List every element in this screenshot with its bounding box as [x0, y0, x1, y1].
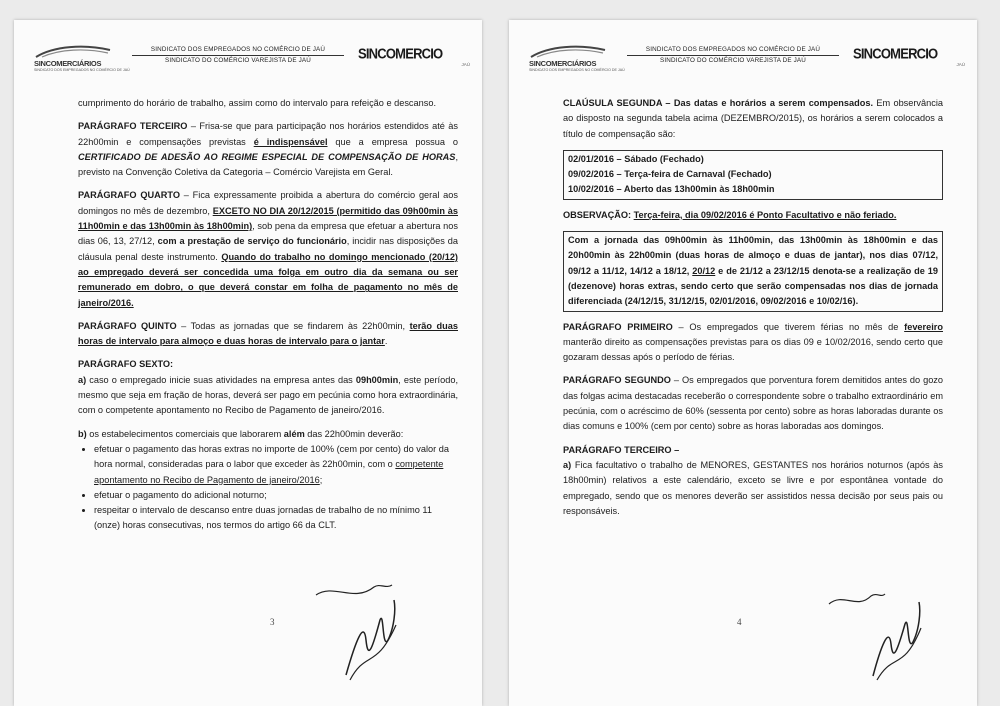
date-row: 09/02/2016 – Terça-feira de Carnaval (Fechado)	[568, 169, 772, 180]
swoosh-logo-icon	[529, 44, 607, 58]
paragrafo-primeiro-label: PARÁGRAFO PRIMEIRO	[563, 321, 673, 332]
clausula-segunda: CLAÚSULA SEGUNDA – Das datas e horários a serem compensados. Em observância ao disposto na segunda tabela acima (DEZEMBRO/2015), os horários a serem colocados a título de compensação são:	[563, 98, 943, 139]
item-b-bullets	[78, 442, 458, 534]
paragrafo-quinto-label: PARÁGRAFO QUINTO	[78, 320, 177, 331]
observacao-label: OBSERVAÇÃO:	[563, 209, 632, 220]
paragrafo-segundo-label: PARÁGRAFO SEGUNDO	[563, 375, 671, 386]
header-line-2: SINDICATO DO COMÉRCIO VAREJISTA DE JAÚ	[660, 57, 806, 64]
paragrafo-terceiro: PARÁGRAFO TERCEIRO – Frisa-se que para participação nos horários estendidos até às 22h00min e compensações previstas é indispensável que a empresa possua o CERTIFICADO DE ADESÃO AO REGIME ESPECIAL DE COMPENSAÇÃO DE HORAS, previsto na Convenção Coletiva da Categoria – Comércio Varejista em Geral.	[78, 121, 459, 178]
paragrafo-sexto-label: PARÁGRAFO SEXTO:	[78, 359, 174, 370]
signature-icon	[314, 575, 394, 605]
page-3-body	[78, 96, 458, 542]
sincomerciarios-logo	[529, 44, 625, 72]
letterhead	[509, 20, 977, 72]
header-line-2: SINDICATO DO COMÉRCIO VAREJISTA DE JAÚ	[165, 57, 311, 64]
logo-left-sub: SINDICATO DOS EMPREGADOS NO COMÉRCIO DE JAÚ	[34, 68, 130, 72]
logo-left-name: SINCOMERCIÁRIOS	[529, 59, 597, 68]
logo-left-name: SINCOMERCIÁRIOS	[34, 59, 102, 68]
swoosh-logo-icon	[34, 44, 112, 58]
page-number: 3	[270, 617, 275, 627]
logo-right-tag: JAÚ	[461, 62, 470, 67]
paragrafo-terceiro-label: PARÁGRAFO TERCEIRO	[78, 121, 188, 132]
paragrafo-quarto-label: PARÁGRAFO QUARTO	[78, 190, 180, 201]
sincomercio-logo	[853, 46, 965, 67]
observacao: OBSERVAÇÃO: Terça-feira, dia 09/02/2016 é Ponto Facultativo e não feriado.	[563, 209, 897, 220]
page-4-body	[563, 96, 943, 527]
bullet-item: • respeitar o intervalo de descanso entre duas jornadas de trabalho de no mínimo 11 (onze) horas consecutivas, nos termos do artigo 66 da CLT.	[94, 503, 458, 534]
paragrafo-segundo: PARÁGRAFO SEGUNDO – Os empregados que porventura forem demitidos antes do gozo das folgas acima destacadas receberão o correspondente sobre o trabalho extraordinário em pecúnia, com o acréscimo de 60% (sessenta por cento) sobre as horas laboradas durante os dias comuns e 100% (cem por cento) sobre as horas laboradas aos domingos.	[563, 375, 944, 432]
page-number: 4	[737, 617, 742, 627]
clausula-segunda-label: CLAÚSULA SEGUNDA – Das datas e horários a serem compensados.	[563, 98, 874, 108]
paragrafo-quinto: PARÁGRAFO QUINTO – Todas as jornadas que se findarem às 22h00min, terão duas horas de intervalo para almoço e duas horas de intervalo para o jantar.	[78, 320, 458, 347]
logo-left-sub: SINDICATO DOS EMPREGADOS NO COMÉRCIO DE JAÚ	[529, 68, 625, 72]
document-page-3	[14, 20, 482, 706]
paragrafo-terceiro-item-a: a) Fica facultativo o trabalho de MENORES, GESTANTES nos horários noturnos (após às 18h00min) relativos a este calendário, exceto se livre e por espontânea vontade do empregado, sendo que os menores deverão ser assistidos nessa decisão por seus pais ou responsáveis.	[563, 459, 943, 516]
bullet-item: • efetuar o pagamento das horas extras no importe de 100% (cem por cento) do valor da hora normal, consideradas para o labor que exceder às 22h00min, com o competente apontamento no Recibo de Pagamento de janeiro/2016;	[94, 442, 458, 488]
document-page-4	[509, 20, 977, 706]
sincomerciarios-logo	[34, 44, 130, 72]
sincomercio-logo	[358, 46, 470, 67]
signature-icon	[827, 586, 887, 612]
paragraph-continuation: cumprimento do horário de trabalho, assim como do intervalo para refeição e descanso.	[78, 98, 436, 108]
bullet-item: • efetuar o pagamento do adicional noturno;	[94, 488, 458, 503]
header-line-1: SINDICATO DOS EMPREGADOS NO COMÉRCIO DE JAÚ	[627, 45, 839, 56]
item-a: a) caso o empregado inicie suas atividades na empresa antes das 09h00min, este período, mesmo que seja em fração de horas, deverá ser pago em pecúnia como hora extraordinária, com o competente apontamento no Recibo de Pagamento de janeiro/2016.	[78, 374, 458, 416]
paragrafo-primeiro: PARÁGRAFO PRIMEIRO – Os empregados que tiverem férias no mês de fevereiro manterão direito as compensações previstas para os dias 09 e 10/02/2016, sendo certo que gozaram dessas após o período de férias.	[563, 321, 943, 363]
jornada-box: Com a jornada das 09h00min às 11h00min, das 13h00min às 18h00min e das 20h00min às 22h00min (duas horas de almoço e duas de jantar), nos dias 07/12, 09/12 a 11/12, 14/12 a 18/12, 20/12 e de 21/12 a 23/12/15 denota-se a realização de 19 (dezenove) horas extras, sendo certo que serão compensadas nos dias de jornada diferenciada (24/12/15, 31/12/15, 02/01/2016, 09/02/2016 e 10/02/16).	[563, 231, 943, 311]
letterhead	[14, 20, 482, 72]
paragrafo-quarto: PARÁGRAFO QUARTO – Fica expressamente proibida a abertura do comércio geral aos domingos no mês de dezembro, EXCETO NO DIA 20/12/2015 (permitido das 09h00min às 11h00min e das 13h00min às 18h00min), sob pena da empresa que efetuar a abertura nos dias 06, 13, 27/12, com a prestação de serviço do funcionário, incidir nas disposições da cláusula penal deste instrumento. Quando do trabalho no domingo mencionado (20/12) ao empregado deverá ser concedida uma folga em outro dia da semana ou ser remunerado em dobro, o que deverá constar em folha de pagamento no mês de janeiro/2016.	[78, 190, 458, 308]
header-line-1: SINDICATO DOS EMPREGADOS NO COMÉRCIO DE JAÚ	[132, 45, 344, 56]
item-b: b) os estabelecimentos comerciais que laborarem além das 22h00min deverão:	[78, 428, 404, 439]
date-row: 02/01/2016 – Sábado (Fechado)	[568, 153, 704, 164]
logo-right-brand: SINCOMERCIO	[358, 44, 443, 63]
date-row: 10/02/2016 – Aberto das 13h00min às 18h00min	[568, 184, 775, 195]
letterhead-title	[627, 45, 839, 66]
letterhead-title	[132, 45, 344, 66]
logo-right-brand: SINCOMERCIO	[853, 44, 938, 63]
logo-right-tag: JAÚ	[956, 62, 965, 67]
compensation-dates-box	[563, 150, 943, 200]
paragrafo-terceiro-p4-label: PARÁGRAFO TERCEIRO –	[563, 444, 680, 455]
